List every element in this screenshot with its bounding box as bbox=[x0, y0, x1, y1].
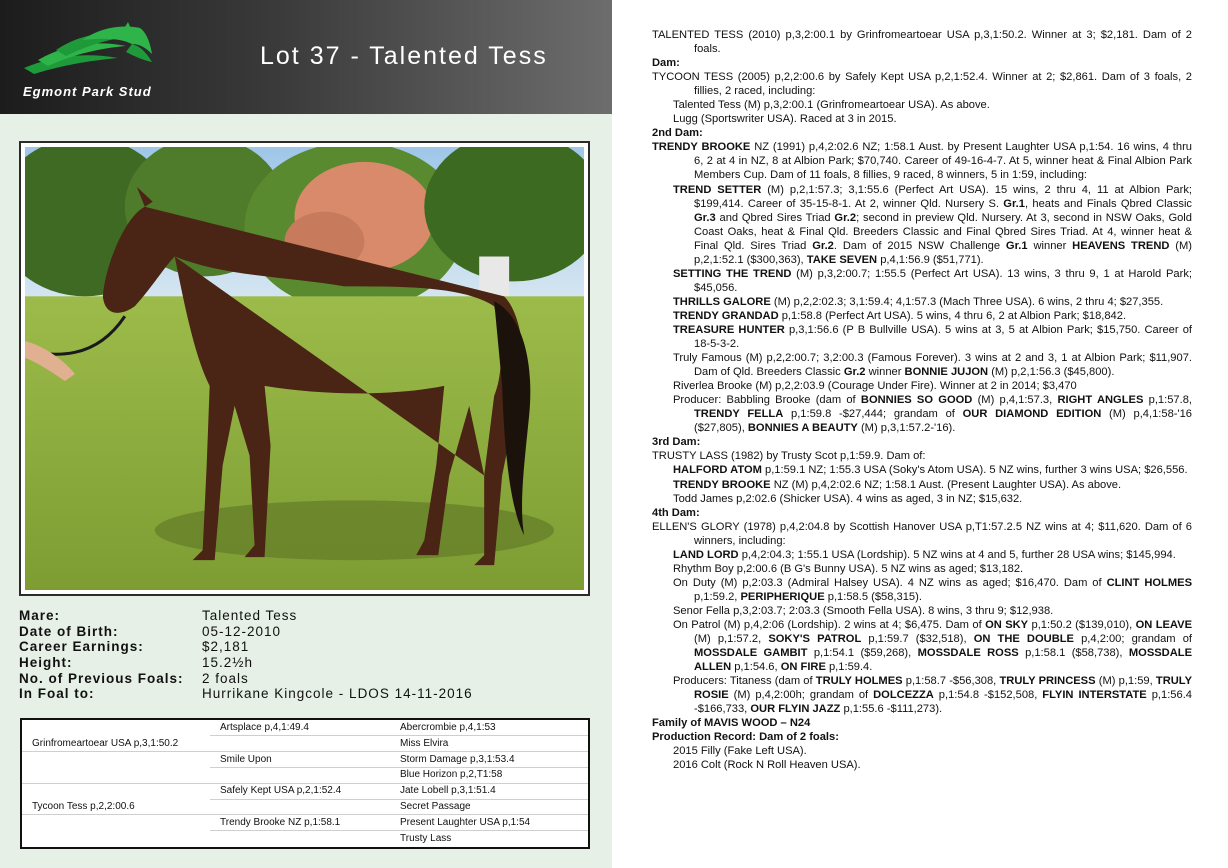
pedigree-paragraph: TRENDY BROOKE NZ (M) p,4,2:02.6 NZ; 1:58.1 Aust. (Present Laughter USA). As above. bbox=[673, 478, 1122, 491]
info-row bbox=[19, 624, 599, 640]
mare-info bbox=[19, 608, 599, 702]
brand-name: Egmont Park Stud bbox=[23, 84, 152, 99]
pedigree-paragraph: TRUSTY LASS (1982) by Trusty Scot p,1:59.9. Dam of: bbox=[652, 450, 926, 463]
pedigree-paragraph: TREND SETTER (M) p,2,1:57.3; 3,1:55.6 (Perfect Art USA). 15 wins, 2 thru 4, 11 at Albion Park; $199,414. Career of 35-15-8-1. At 2, winner Qld. Nursery S. Gr.1, heats and Finals Qbred Classic Gr.3 and Qbred Sires Triad Gr.2; second in preview Qld. Nursery. At 3, second in NSW Oaks, Gold Coast Oaks, heat & Final Qld. Breeders Classic and Final Qbred Sires Triad. At 4, winner heat & Final Qld. Sires Triad Gr.2. Dam of 2015 NSW Challenge Gr.1 winner HEAVENS TREND (M) p,2,1:52.1 ($300,363), TAKE SEVEN p,4,1:56.9 ($51,771). bbox=[673, 183, 1193, 266]
logo bbox=[18, 22, 178, 102]
section-heading: 2nd Dam: bbox=[652, 127, 703, 140]
info-value: Talented Tess bbox=[202, 608, 298, 623]
pedigree-paragraph: Talented Tess (M) p,3,2:00.1 (Grinfromeartoear USA). As above. bbox=[673, 99, 990, 112]
info-value: 15.2½h bbox=[202, 655, 254, 671]
pedigree-paragraph: HALFORD ATOM p,1:59.1 NZ; 1:55.3 USA (Soky's Atom USA). 5 NZ wins, further 3 wins USA; $26,556. bbox=[673, 464, 1188, 477]
info-row bbox=[19, 608, 599, 624]
info-label: Date of Birth: bbox=[19, 623, 119, 639]
section-heading: 4th Dam: bbox=[652, 506, 700, 519]
pedigree-paragraph: THRILLS GALORE (M) p,2,2:02.3; 3,1:59.4; 4,1:57.3 (Mach Three USA). 6 wins, 2 thru 4; $27,355. bbox=[673, 295, 1164, 308]
pedigree-paragraph: Todd James p,2:02.6 (Shicker USA). 4 wins as aged, 3 in NZ; $15,632. bbox=[673, 492, 1023, 505]
pedigree-table bbox=[20, 718, 590, 849]
pedigree-paragraph: TYCOON TESS (2005) p,2,2:00.6 by Safely Kept USA p,2,1:52.4. Winner at 2; $2,861. Dam of 3 foals, 2 fillies, 2 raced, including: bbox=[652, 71, 1192, 98]
pedigree-paragraph: Producers: Titaness (dam of TRULY HOLMES p,1:58.7 -$56,308, TRULY PRINCESS (M) p,1:59, TRULY ROSIE (M) p,4,2:00h; grandam of DOLCEZZA p,1:54.8 -$152,508, FLYIN INTERSTATE p,1:56.4 -$166,733, OUR FLYIN JAZZ p,1:55.6 -$111,273). bbox=[673, 675, 1192, 716]
pedigree-paragraph: ELLEN'S GLORY (1978) p,4,2:04.8 by Scottish Hanover USA p,T1:57.2.5 NZ wins at 4; $11,620. Dam of 6 winners, including: bbox=[652, 520, 1192, 547]
pedigree-third-gen: Jate Lobell p,3,1:51.4 bbox=[398, 783, 588, 799]
pedigree-paragraph: Lugg (Sportswriter USA). Raced at 3 in 2015. bbox=[673, 113, 897, 126]
mare-photo bbox=[25, 147, 584, 590]
pedigree-paragraph: LAND LORD p,4,2:04.3; 1:55.1 USA (Lordship). 5 NZ wins at 4 and 5, further 28 USA wins; $145,994. bbox=[673, 548, 1176, 561]
section-heading: Dam: bbox=[652, 57, 680, 70]
pedigree-dam-dam: Trendy Brooke NZ p,1:58.1 bbox=[210, 815, 398, 831]
pedigree-third-gen: Trusty Lass bbox=[400, 832, 452, 844]
info-row bbox=[19, 686, 599, 702]
left-panel bbox=[0, 0, 612, 868]
pedigree-paragraph: Senor Fella p,3,2:03.7; 2:03.3 (Smooth Fella USA). 8 wins, 3 thru 9; $12,938. bbox=[673, 604, 1054, 617]
pedigree-dam-sire: Safely Kept USA p,2,1:52.4 bbox=[210, 783, 398, 799]
production-record-item: 2016 Colt (Rock N Roll Heaven USA). bbox=[673, 759, 861, 772]
pedigree-paragraph: TRENDY BROOKE NZ (1991) p,4,2:02.6 NZ; 1:58.1 Aust. by Present Laughter USA p,1:54. 16 wins, 4 thru 6, 2 at 4 in NZ, 8 at Albion Park; $70,740. Career of 49-16-4-7. At 5, winner heat & Final Albion Park Members Cup. Dam of 11 foals, 8 fillies, 9 raced, 8 winners, 5 in 1:59, including: bbox=[652, 141, 1192, 182]
info-row bbox=[19, 655, 599, 671]
pedigree-sire-dam: Smile Upon bbox=[210, 752, 398, 768]
horse-head-logo-icon bbox=[22, 22, 154, 78]
info-row bbox=[19, 639, 599, 655]
pedigree-dam: Tycoon Tess p,2,2:00.6 bbox=[22, 799, 210, 815]
info-label: Mare: bbox=[19, 608, 61, 623]
pedigree-paragraph: Riverlea Brooke (M) p,2,2:03.9 (Courage Under Fire). Winner at 2 in 2014; $3,470 bbox=[673, 380, 1077, 393]
production-record-heading: Production Record: Dam of 2 foals: bbox=[652, 731, 839, 744]
section-heading: 3rd Dam: bbox=[652, 436, 701, 449]
info-value: 2 foals bbox=[202, 670, 249, 686]
pedigree-notes bbox=[612, 0, 1228, 868]
info-label: In Foal to: bbox=[19, 686, 95, 702]
pedigree-paragraph: TREASURE HUNTER p,3,1:56.6 (P B Bullville USA). 5 wins at 3, 5 at Albion Park; $15,750. Career of 18-5-3-2. bbox=[673, 323, 1192, 351]
pedigree-third-gen: Miss Elvira bbox=[398, 736, 588, 752]
info-row bbox=[19, 671, 599, 687]
pedigree-paragraph: TALENTED TESS (2010) p,3,2:00.1 by Grinfromeartoear USA p,3,1:50.2. Winner at 3; $2,181. Dam of 2 foals. bbox=[652, 29, 1192, 56]
production-record-item: 2015 Filly (Fake Left USA). bbox=[673, 745, 807, 758]
pedigree-paragraph: On Patrol (M) p,4,2:06 (Lordship). 2 wins at 4; $6,475. Dam of ON SKY p,1:50.2 ($139,010), ON LEAVE (M) p,1:57.2, SOKY'S PATROL p,1:59.7 ($32,518), ON THE DOUBLE p,4,2:00; grandam of MOSSDALE GAMBIT p,1:54.1 ($59,268), MOSSDALE ROSS p,1:58.1 ($58,738), MOSSDALE ALLEN p,1:54.6, ON FIRE p,1:59.4. bbox=[673, 618, 1193, 674]
info-label: Height: bbox=[19, 655, 73, 671]
pedigree-paragraph: SETTING THE TREND (M) p,3,2:00.7; 1:55.5 (Perfect Art USA). 13 wins, 3 thru 9, 1 at Harold Park; $45,056. bbox=[673, 267, 1192, 294]
info-value: $2,181 bbox=[202, 639, 250, 655]
pedigree-paragraph: On Duty (M) p,2:03.3 (Admiral Halsey USA). 4 NZ wins as aged; $16,470. Dam of CLINT HOLMES p,1:59.2, PERIPHERIQUE p,1:58.5 ($58,315). bbox=[673, 576, 1192, 603]
pedigree-sire-sire: Artsplace p,4,1:49.4 bbox=[210, 720, 398, 736]
pedigree-paragraph: TRENDY GRANDAD p,1:58.8 (Perfect Art USA). 5 wins, 4 thru 6, 2 at Albion Park; $18,842. bbox=[673, 309, 1127, 322]
pedigree-paragraph: Rhythm Boy p,2:00.6 (B G's Bunny USA). 5 NZ wins as aged; $13,182. bbox=[673, 562, 1024, 575]
info-label: Career Earnings: bbox=[19, 639, 144, 655]
pedigree-third-gen: Abercrombie p,4,1:53 bbox=[398, 720, 588, 736]
info-value: Hurrikane Kingcole - LDOS 14-11-2016 bbox=[202, 686, 473, 702]
info-value: 05-12-2010 bbox=[202, 623, 282, 639]
mare-photo-frame bbox=[19, 141, 590, 596]
pedigree-paragraph: Truly Famous (M) p,2,2:00.7; 3,2:00.3 (Famous Forever). 3 wins at 2 and 3, 1 at Albion Park; $11,907. Dam of Qld. Breeders Classic Gr.2 winner BONNIE JUJON (M) p,2,1:56.3 ($45,800). bbox=[673, 352, 1192, 379]
pedigree-third-gen: Storm Damage p,3,1:53.4 bbox=[398, 752, 588, 768]
family-line: Family of MAVIS WOOD – N24 bbox=[652, 717, 811, 730]
pedigree-paragraph: Producer: Babbling Brooke (dam of BONNIES SO GOOD (M) p,4,1:57.3, RIGHT ANGLES p,1:57.8, TRENDY FELLA p,1:59.8 -$27,444; grandam of OUR DIAMOND EDITION (M) p,4,1:58-'16 ($27,805), BONNIES A BEAUTY (M) p,3,1:57.2-'16). bbox=[673, 394, 1193, 435]
pedigree-sire: Grinfromeartoear USA p,3,1:50.2 bbox=[22, 736, 210, 752]
pedigree-third-gen: Secret Passage bbox=[398, 799, 588, 815]
pedigree-third-gen: Blue Horizon p,2,T1:58 bbox=[398, 767, 588, 783]
header-banner bbox=[0, 0, 612, 114]
pedigree-third-gen: Present Laughter USA p,1:54 bbox=[398, 815, 588, 831]
info-label: No. of Previous Foals: bbox=[19, 670, 184, 686]
page-title: Lot 37 - Talented Tess bbox=[260, 42, 548, 70]
